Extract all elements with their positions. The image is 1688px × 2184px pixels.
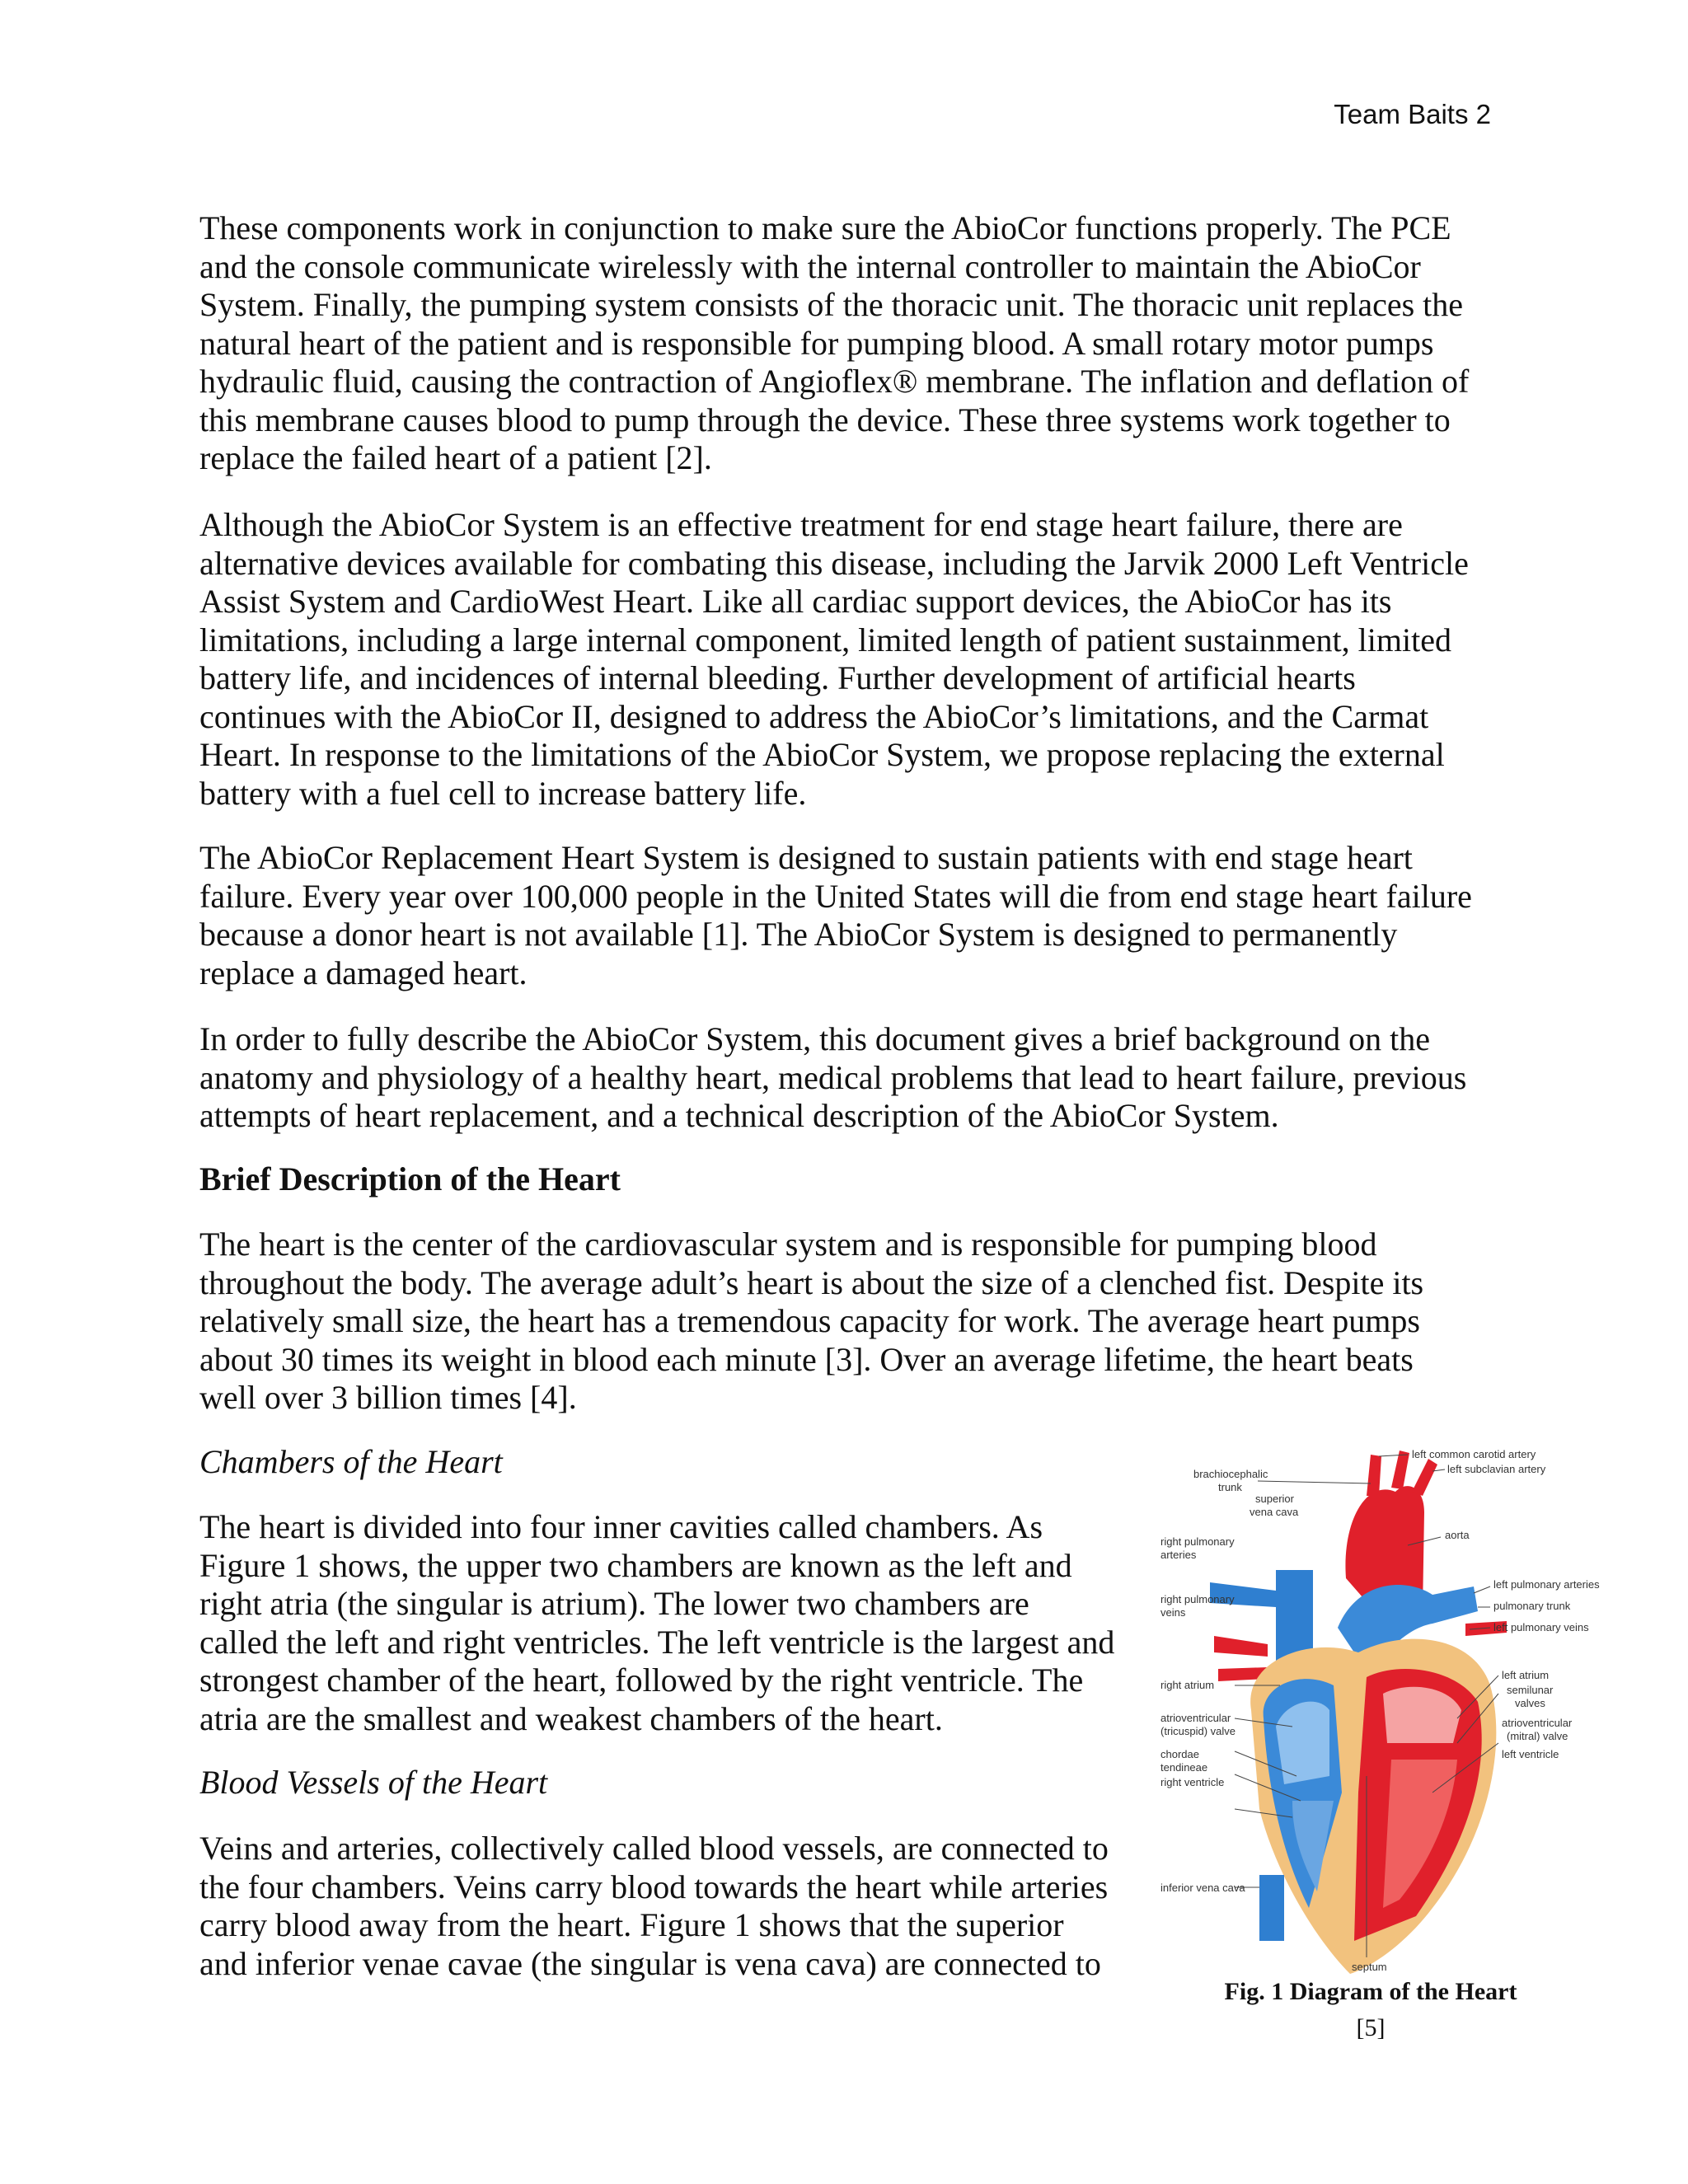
label-left-subclavian: left subclavian artery [1447, 1463, 1546, 1475]
label-left-ventricle: left ventricle [1502, 1748, 1559, 1760]
label-left-atrium: left atrium [1502, 1669, 1550, 1681]
inferior-vena-cava-shape [1259, 1875, 1284, 1941]
text-line: and the console communicate wirelessly with the internal controller to maintain the AbioCor [199, 247, 1421, 285]
running-head: Team Baits 2 [1334, 99, 1491, 129]
label-arteries: arteries [1160, 1549, 1197, 1561]
paragraph-4 [199, 1020, 1466, 1136]
label-right-pulmonary-veins: right pulmonary [1160, 1593, 1235, 1605]
text-line: battery with a fuel cell to increase battery life. [199, 774, 807, 812]
text-line: attempts of heart replacement, and a technical description of the AbioCor System. [199, 1097, 1279, 1134]
text-line: Although the AbioCor System is an effective treatment for end stage heart failure, there are [199, 506, 1403, 543]
text-line: right atria (the singular is atrium). The lower two chambers are [199, 1585, 1029, 1622]
label-right-atrium: right atrium [1160, 1679, 1215, 1691]
brachiocephalic-shape [1367, 1455, 1381, 1496]
text-line: The heart is divided into four inner cavities called chambers. As [199, 1508, 1043, 1545]
paragraph-6 [199, 1508, 1114, 1738]
text-line: relatively small size, the heart has a tremendous capacity for work. The average heart pumps [199, 1302, 1420, 1339]
text-line: atria are the smallest and weakest chambers of the heart. [199, 1699, 943, 1737]
text-line: and inferior venae cavae (the singular is vena cava) are connected to [199, 1944, 1101, 1982]
paragraph-3 [199, 839, 1472, 992]
text-line: because a donor heart is not available [1]. The AbioCor System is designed to permanently [199, 916, 1398, 953]
label-left-pulmonary-veins: left pulmonary veins [1493, 1621, 1589, 1633]
paragraph-7 [199, 1830, 1109, 1983]
label-av-tricuspid: atrioventricular [1160, 1712, 1231, 1724]
paragraph-5 [199, 1226, 1423, 1418]
label-chordae: chordae [1160, 1748, 1199, 1760]
text-line: In order to fully describe the AbioCor System, this document gives a brief background on the [199, 1020, 1431, 1057]
text-line: called the left and right ventricles. The left ventricle is the largest and [199, 1623, 1115, 1661]
right-pulmonary-veins-shape [1214, 1636, 1268, 1657]
label-left-pulmonary-arteries: left pulmonary arteries [1493, 1578, 1600, 1591]
text-line: about 30 times its weight in blood each minute [3]. Over an average lifetime, the heart beats [199, 1340, 1414, 1378]
text-line: replace the failed heart of a patient [2]. [199, 439, 712, 476]
text-line: carry blood away from the heart. Figure 1 shows that the superior [199, 1906, 1064, 1943]
text-line: hydraulic fluid, causing the contraction of Angioflex® membrane. The inflation and deflation of [199, 363, 1470, 400]
label-valves: valves [1515, 1697, 1545, 1709]
figure-citation: [5] [1356, 2014, 1386, 2041]
text-line: strongest chamber of the heart, followed by the right ventricle. The [199, 1661, 1084, 1699]
figure-caption: Fig. 1 Diagram of the Heart [1224, 1978, 1517, 2005]
paragraph-2 [199, 506, 1469, 813]
text-line: alternative devices available for combating this disease, including the Jarvik 2000 Left Ventricle [199, 544, 1469, 582]
text-line: throughout the body. The average adult’s heart is about the size of a clenched fist. Despite its [199, 1263, 1424, 1301]
text-line: anatomy and physiology of a healthy heart, medical problems that lead to heart failure, previous [199, 1058, 1467, 1096]
subheading-blood-vessels: Blood Vessels of the Heart [199, 1764, 548, 1801]
text-line: continues with the AbioCor II, designed to address the AbioCor’s limitations, and the Carmat [199, 697, 1429, 735]
label-septum: septum [1352, 1961, 1387, 1973]
subheading-chambers: Chambers of the Heart [199, 1443, 503, 1480]
label-left-common-carotid: left common carotid artery [1412, 1448, 1536, 1460]
label-tendineae: tendineae [1160, 1761, 1208, 1774]
label-mitral-valve: (mitral) valve [1507, 1730, 1568, 1742]
text-line: The heart is the center of the cardiovascular system and is responsible for pumping blood [199, 1226, 1377, 1263]
text-line: Assist System and CardioWest Heart. Like all cardiac support devices, the AbioCor has its [199, 583, 1392, 620]
label-semilunar: semilunar [1507, 1684, 1554, 1696]
text-line: failure. Every year over 100,000 people in the United States will die from end stage heart failure [199, 877, 1472, 915]
right-atrium-interior-shape [1276, 1702, 1329, 1784]
text-line: this membrane causes blood to pump through the device. These three systems work together to [199, 401, 1451, 438]
label-av-mitral: atrioventricular [1502, 1717, 1573, 1729]
text-line: limitations, including a large internal component, limited length of patient sustainment, limited [199, 621, 1451, 658]
text-line: the four chambers. Veins carry blood towards the heart while arteries [199, 1868, 1109, 1905]
text-line: battery life, and incidences of internal bleeding. Further development of artificial hearts [199, 659, 1356, 696]
text-line: These components work in conjunction to make sure the AbioCor functions properly. The PCE [199, 209, 1451, 246]
text-line: System. Finally, the pumping system consists of the thoracic unit. The thoracic unit replaces the [199, 286, 1464, 323]
label-inferior-vena-cava: inferior vena cava [1160, 1882, 1245, 1894]
text-line: well over 3 billion times [4]. [199, 1379, 577, 1416]
label-vena-cava: vena cava [1250, 1506, 1299, 1518]
text-line: replace a damaged heart. [199, 954, 528, 991]
paragraph-1 [199, 209, 1469, 478]
text-line: natural heart of the patient and is responsible for pumping blood. A small rotary motor pumps [199, 324, 1434, 362]
label-veins: veins [1160, 1606, 1186, 1619]
label-superior: superior [1255, 1493, 1294, 1505]
carotid-shape [1391, 1451, 1409, 1489]
label-tricuspid-valve: (tricuspid) valve [1160, 1725, 1236, 1737]
label-brachiocephalic: brachiocephalic [1193, 1468, 1268, 1480]
label-brachiocephalic-trunk: trunk [1218, 1481, 1242, 1493]
label-right-pulmonary: right pulmonary [1160, 1535, 1235, 1548]
label-aorta: aorta [1445, 1529, 1470, 1541]
label-pulmonary-trunk: pulmonary trunk [1493, 1600, 1571, 1612]
text-line: Figure 1 shows, the upper two chambers are known as the left and [199, 1546, 1072, 1584]
text-line: Heart. In response to the limitations of the AbioCor System, we propose replacing the external [199, 736, 1445, 773]
text-line: The AbioCor Replacement Heart System is designed to sustain patients with end stage heart [199, 839, 1413, 876]
label-right-ventricle: right ventricle [1160, 1776, 1225, 1788]
section-heading: Brief Description of the Heart [199, 1160, 621, 1197]
heart-diagram-figure [1160, 1446, 1600, 1990]
subclavian-shape [1412, 1459, 1437, 1496]
text-line: Veins and arteries, collectively called blood vessels, are connected to [199, 1830, 1109, 1867]
